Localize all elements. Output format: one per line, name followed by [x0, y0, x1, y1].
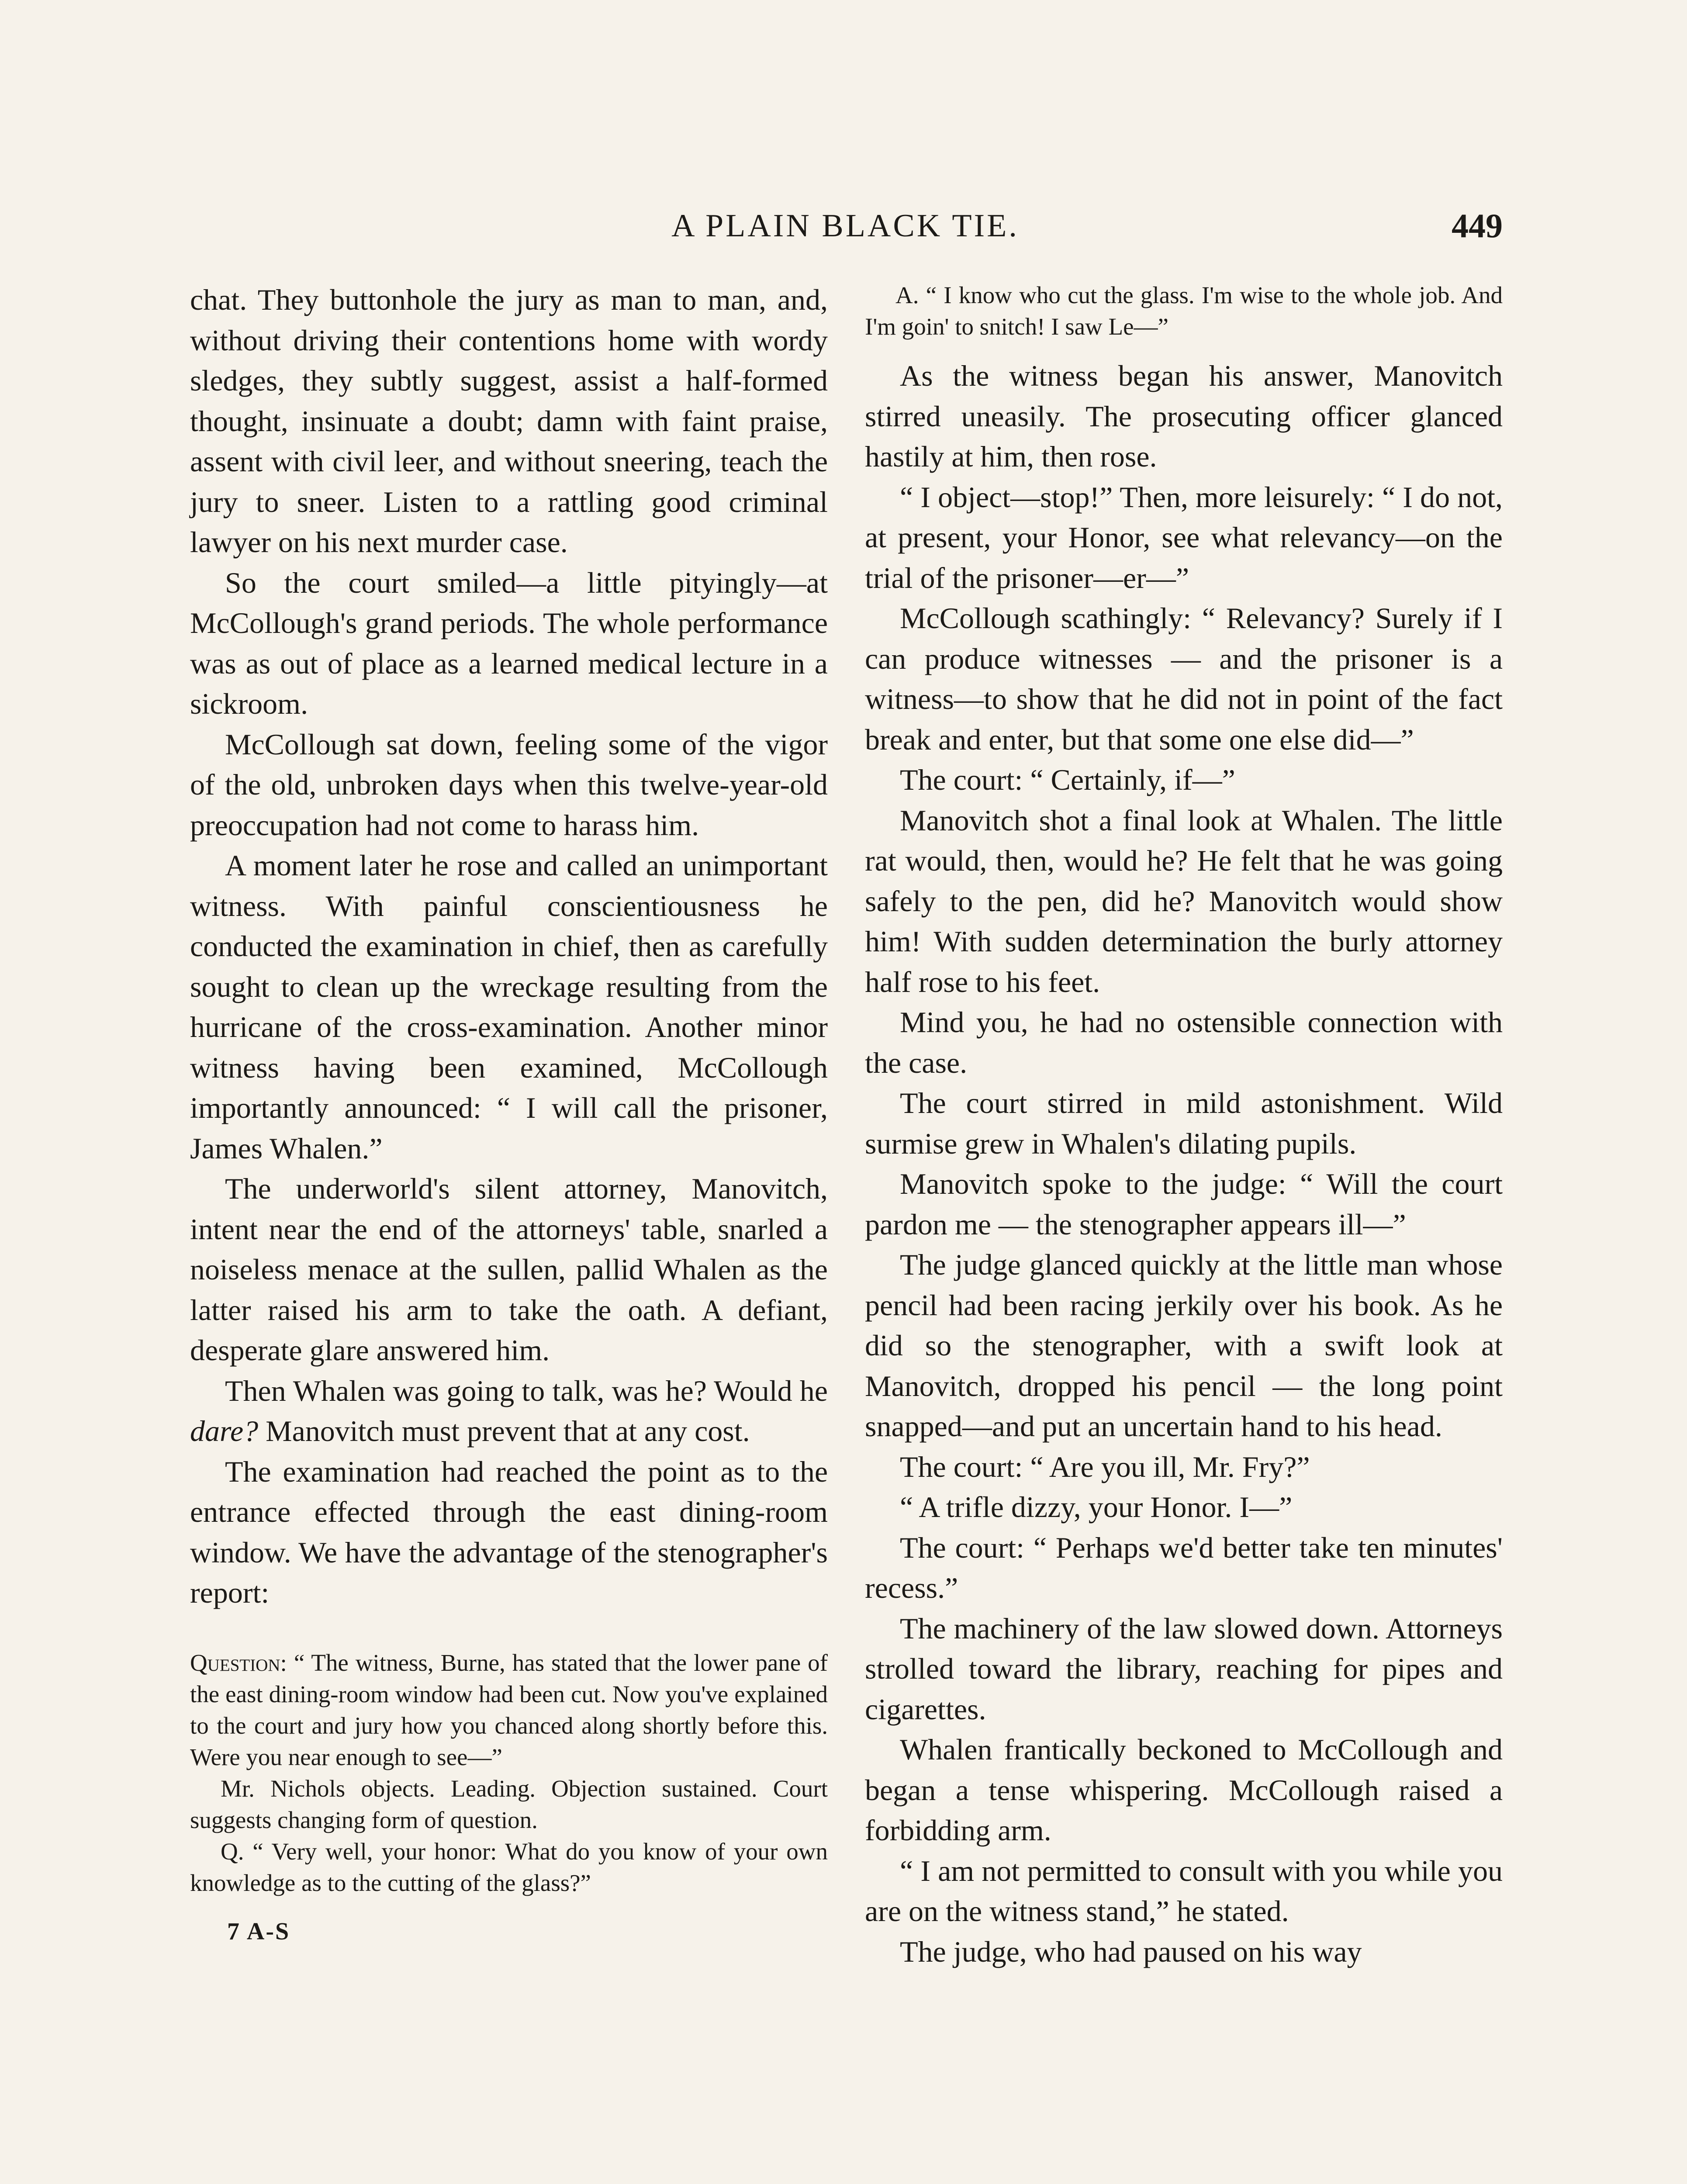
right-column — [865, 280, 1503, 1972]
paragraph: The court: “ Certainly, if—” — [900, 763, 1235, 796]
paragraph: Manovitch shot a final look at Whalen. The little rat would, then, would he? He felt that he was going safely to the pen, did he? Manovitch would show him! With sudden determination the burly attorney half rose to his feet. — [865, 803, 1503, 999]
paragraph: Whalen frantically beckoned to McCollough and began a tense whispering. McCollough raised a forbidding arm. — [865, 1733, 1503, 1847]
paragraph-text: Then Whalen was going to talk, was he? Would he — [225, 1374, 828, 1407]
paragraph: McCollough scathingly: “ Relevancy? Surely if I can produce witnesses — and the prisoner is a witness—to show that he did not in point of the fact break and enter, but that some one else did—” — [865, 601, 1503, 756]
paragraph: “ I object—stop!” Then, more leisurely: “ I do not, at present, your Honor, see what relevancy—on the trial of the prisoner—er—” — [865, 480, 1503, 594]
signature-mark: 7 A-S — [227, 1918, 290, 1945]
paragraph: The court: “ Perhaps we'd better take ten minutes' recess.” — [865, 1531, 1503, 1604]
paragraph: The court stirred in mild astonishment. Wild surmise grew in Whalen's dilating pupils. — [865, 1086, 1503, 1160]
page-header — [188, 202, 1503, 250]
testimony-answer: A. “ I know who cut the glass. I'm wise to the whole job. And I'm goin' to snitch! I saw Le—” — [865, 282, 1503, 340]
spacer — [190, 1613, 828, 1647]
paragraph: Manovitch spoke to the judge: “ Will the court pardon me — the stenographer appears ill—” — [865, 1167, 1503, 1241]
spacer — [190, 1899, 828, 1912]
page-number: 449 — [1452, 207, 1503, 245]
testimony-question-2: Q. “ Very well, your honor: What do you know of your own knowledge as to the cutting of the glass?” — [190, 1838, 828, 1896]
paragraph: The examination had reached the point as to the entrance effected through the east dining-room window. We have the advantage of the stenographer's report: — [190, 1455, 828, 1609]
paragraph — [190, 1371, 828, 1451]
testimony-objection: Mr. Nichols objects. Leading. Objection sustained. Court suggests changing form of question. — [190, 1775, 828, 1833]
paragraph: The underworld's silent attorney, Manovitch, intent near the end of the attorneys' table, snarled a noiseless menace at the sullen, pallid Whalen as the latter raised his arm to take the oath. A defiant, desperate glare answered him. — [190, 1172, 828, 1367]
paragraph: The judge glanced quickly at the little man whose pencil had been racing jerkily over his book. As he did so the stenographer, with a swift look at Manovitch, dropped his pencil — the long point snapped—and put an uncertain hand to his head. — [865, 1248, 1503, 1443]
paragraph: The machinery of the law slowed down. Attorneys strolled toward the library, reaching for pipes and cigarettes. — [865, 1611, 1503, 1726]
paragraph: So the court smiled—a little pityingly—at McCollough's grand periods. The whole performance was as out of place as a learned medical lecture in a sickroom. — [190, 566, 828, 720]
running-title: A PLAIN BLACK TIE. — [671, 208, 1019, 244]
spacer — [865, 342, 1503, 356]
paragraph: Mind you, he had no ostensible connection with the case. — [865, 1006, 1503, 1079]
paragraph: The judge, who had paused on his way — [900, 1935, 1362, 1968]
stenographer-report — [190, 1647, 828, 1899]
question-label: Question — [190, 1649, 280, 1676]
paragraph: “ I am not permitted to consult with you while you are on the witness stand,” he stated. — [865, 1854, 1503, 1928]
left-column — [190, 280, 828, 1951]
emphasis-text: dare? — [190, 1414, 259, 1448]
paragraph: The court: “ Are you ill, Mr. Fry?” — [900, 1450, 1310, 1483]
paragraph: A moment later he rose and called an unimportant witness. With painful conscientiousness he conducted the examination in chief, then as carefully sought to clean up the wreckage resulting from the hurricane of the cross-examination. Another minor witness having been examined, McCollough importantly announced: “ I will call the prisoner, James Whalen.” — [190, 849, 828, 1165]
testimony-question — [190, 1647, 828, 1773]
paragraph-text: Manovitch must prevent that at any cost. — [258, 1414, 750, 1448]
paragraph: As the witness began his answer, Manovitch stirred uneasily. The prosecuting officer glanced hastily at him, then rose. — [865, 359, 1503, 473]
paragraph: McCollough sat down, feeling some of the vigor of the old, unbroken days when this twelve-year-old preoccupation had not come to harass him. — [190, 727, 828, 842]
paragraph: “ A trifle dizzy, your Honor. I—” — [900, 1490, 1293, 1524]
question-text: : “ The witness, Burne, has stated that the lower pane of the east dining-room window had been cut. Now you've explained to the court and jury how you chanced along shortly before this. Were you near enough to see—” — [190, 1649, 828, 1770]
paragraph: chat. They buttonhole the jury as man to man, and, without driving their contentions home with wordy sledges, they subtly suggest, assist a half-formed thought, insinuate a doubt; damn with faint praise, assent with civil leer, and without sneering, teach the jury to sneer. Listen to a rattling good criminal lawyer on his next murder case. — [190, 283, 828, 559]
